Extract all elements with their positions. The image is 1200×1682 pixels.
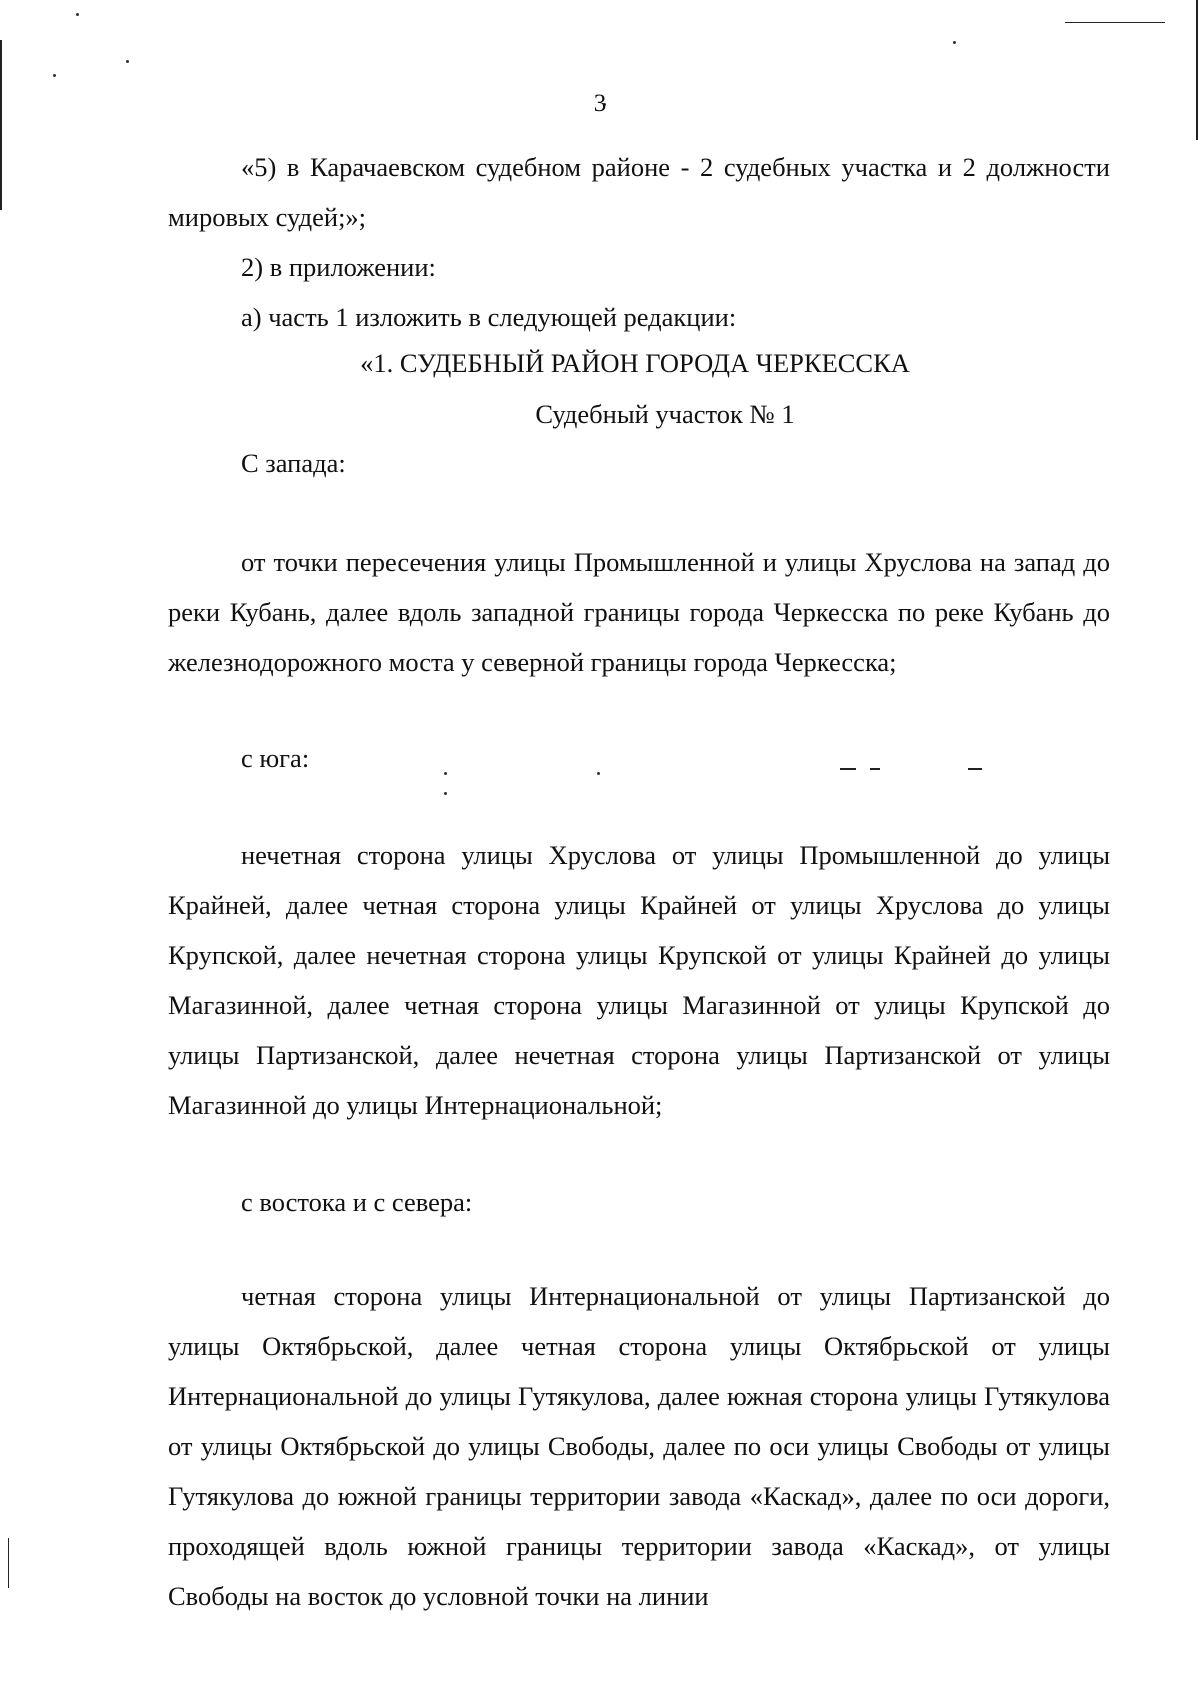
west-text-block	[168, 537, 1110, 687]
south-label: с юга:	[241, 743, 310, 773]
district-heading: «1. СУДЕБНЫЙ РАЙОН ГОРОДА ЧЕРКЕССКА	[360, 348, 910, 378]
paragraph-appendix: 2) в приложении:	[241, 252, 436, 282]
south-text-block	[168, 830, 1110, 1130]
west-label-block	[168, 438, 1110, 488]
south-label-block	[168, 733, 1110, 783]
west-boundary-text: от точки пересечения улицы Промышленной и улицы Хруслова на запад до реки Кубань, далее вдоль западной границы города Черкесска по реке Кубань до железнодорожного моста у северной границы города Черкесска;	[168, 547, 1110, 677]
paragraph-karachaevsky: «5) в Карачаевском судебном районе - 2 судебных участка и 2 должности мировых судей;»;	[168, 152, 1110, 232]
paragraph-part-1: а) часть 1 изложить в следующей редакции:	[241, 302, 737, 332]
scan-edge-line-bottom-left	[8, 1538, 9, 1588]
south-boundary-text: нечетная сторона улицы Хруслова от улицы Промышленной до улицы Крайней, далее четная сторона улицы Крайней от улицы Хруслова до улицы Крупской, далее нечетная сторона улицы Крупской от улицы Крайней до улицы Магазинной, далее четная сторона улицы Магазинной от улицы Крупской до улицы Партизанской, далее нечетная сторона улицы Партизанской от улицы Магазинной до улицы Интернациональной;	[168, 840, 1110, 1120]
scan-dot	[126, 60, 129, 63]
scan-edge-line-right	[1196, 0, 1198, 140]
west-label: С запада:	[241, 448, 346, 478]
scan-edge-line-top	[1065, 22, 1165, 23]
scan-dot	[444, 792, 447, 795]
scan-dot	[53, 74, 56, 77]
east-north-label-block	[168, 1177, 1110, 1227]
intro-block	[168, 142, 1110, 342]
section-heading: Судебный участок № 1	[535, 399, 795, 429]
scan-edge-line-left	[0, 40, 2, 210]
east-north-text-block	[168, 1271, 1110, 1621]
page-number: 3	[593, 90, 607, 117]
scan-dot	[953, 41, 956, 44]
scan-dot	[76, 13, 79, 16]
east-north-label: с востока и с севера:	[241, 1187, 473, 1217]
east-north-boundary-text: четная сторона улицы Интернациональной от улицы Партизанской до улицы Октябрьской, далее четная сторона улицы Октябрьской от улицы Интернациональной до улицы Гутякулова, далее южная сторона улицы Гутякулова от улицы Октябрьской до улицы Свободы, далее по оси улицы Свободы от улицы Гутякулова до южной границы территории завода «Каскад», далее по оси дороги, проходящей вдоль южной границы территории завода «Каскад», от улицы Свободы на восток до условной точки на линии	[168, 1281, 1110, 1611]
